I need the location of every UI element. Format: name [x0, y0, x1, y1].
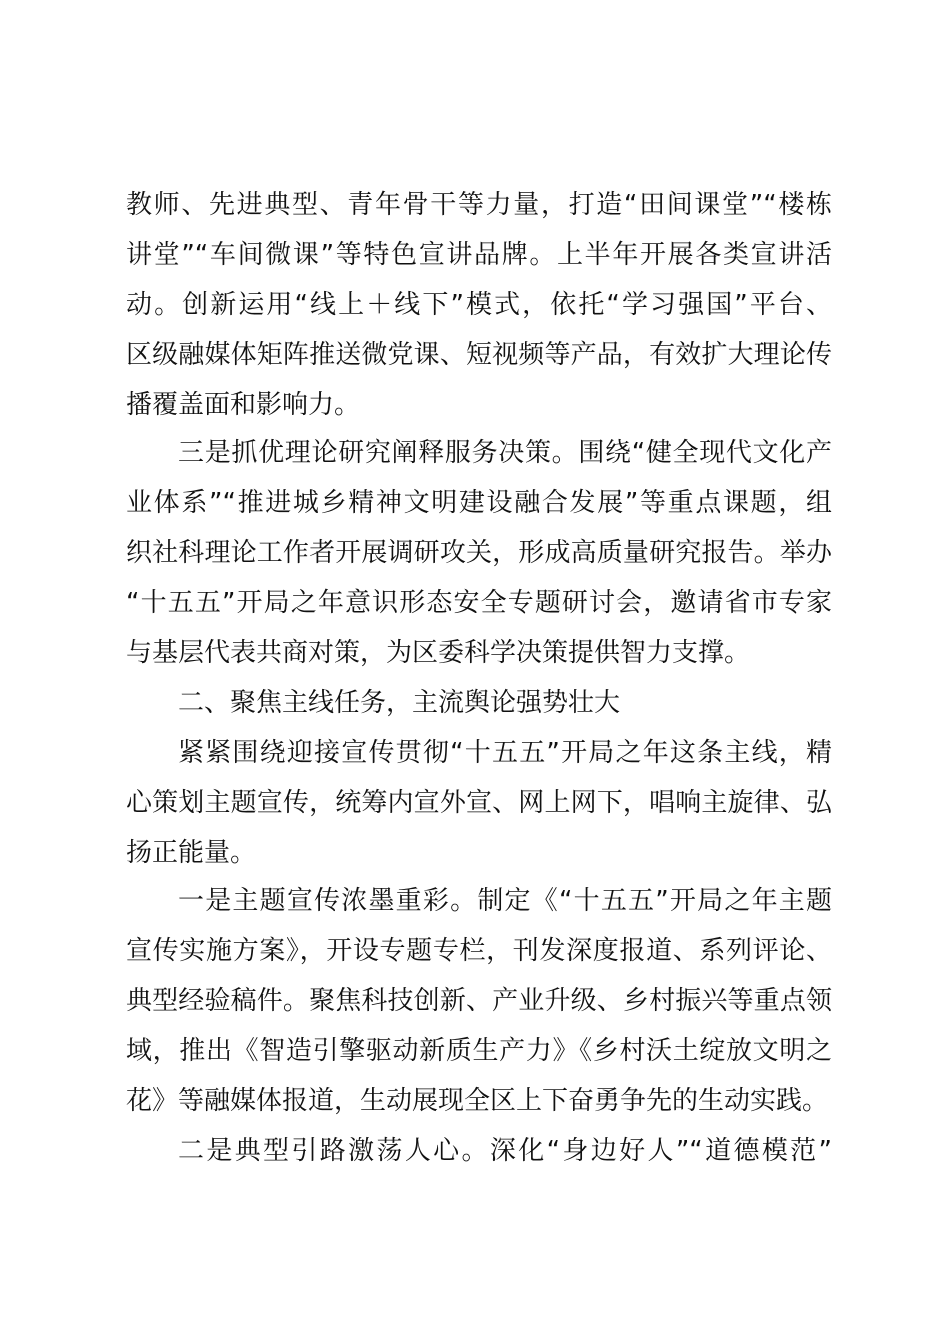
text-line-16: 宣传实施方案》，开设专题专栏，刊发深度报道、系列评论、 [126, 936, 832, 966]
text-line-1: 教师、先进典型、青年骨干等力量，打造“田间课堂”“楼栋 [126, 190, 832, 220]
text-line-3: 动。创新运用“线上＋线下”模式，依托“学习强国”平台、 [126, 290, 832, 320]
text-line-13: 心策划主题宣传，统筹内宣外宣、网上网下，唱响主旋律、弘 [126, 788, 832, 818]
text-line-15: 一是主题宣传浓墨重彩。制定《“十五五”开局之年主题 [178, 886, 832, 916]
text-line-9: “十五五”开局之年意识形态安全专题研讨会，邀请省市专家 [126, 588, 832, 618]
text-line-5: 播覆盖面和影响力。 [126, 390, 361, 420]
text-line-18: 域，推出《智造引擎驱动新质生产力》《乡村沃土绽放文明之 [126, 1036, 832, 1066]
text-line-4: 区级融媒体矩阵推送微党课、短视频等产品，有效扩大理论传 [126, 340, 832, 370]
text-line-7: 业体系”“推进城乡精神文明建设融合发展”等重点课题，组 [126, 488, 832, 518]
text-line-20: 二是典型引路激荡人心。深化“身边好人”“道德模范” [178, 1136, 832, 1166]
text-line-17: 典型经验稿件。聚焦科技创新、产业升级、乡村振兴等重点领 [126, 986, 832, 1016]
text-line-19: 花》等融媒体报道，生动展现全区上下奋勇争先的生动实践。 [126, 1086, 829, 1116]
text-line-6: 三是抓优理论研究阐释服务决策。围绕“健全现代文化产 [178, 438, 832, 468]
text-line-14: 扬正能量。 [126, 838, 257, 868]
text-line-2: 讲堂”“车间微课”等特色宣讲品牌。上半年开展各类宣讲活 [126, 240, 832, 270]
text-line-8: 织社科理论工作者开展调研攻关，形成高质量研究报告。举办 [126, 538, 832, 568]
section-heading: 二、聚焦主线任务，主流舆论强势壮大 [178, 688, 621, 718]
text-line-10: 与基层代表共商对策，为区委科学决策提供智力支撑。 [126, 638, 751, 668]
text-line-12: 紧紧围绕迎接宣传贯彻“十五五”开局之年这条主线，精 [178, 738, 832, 768]
